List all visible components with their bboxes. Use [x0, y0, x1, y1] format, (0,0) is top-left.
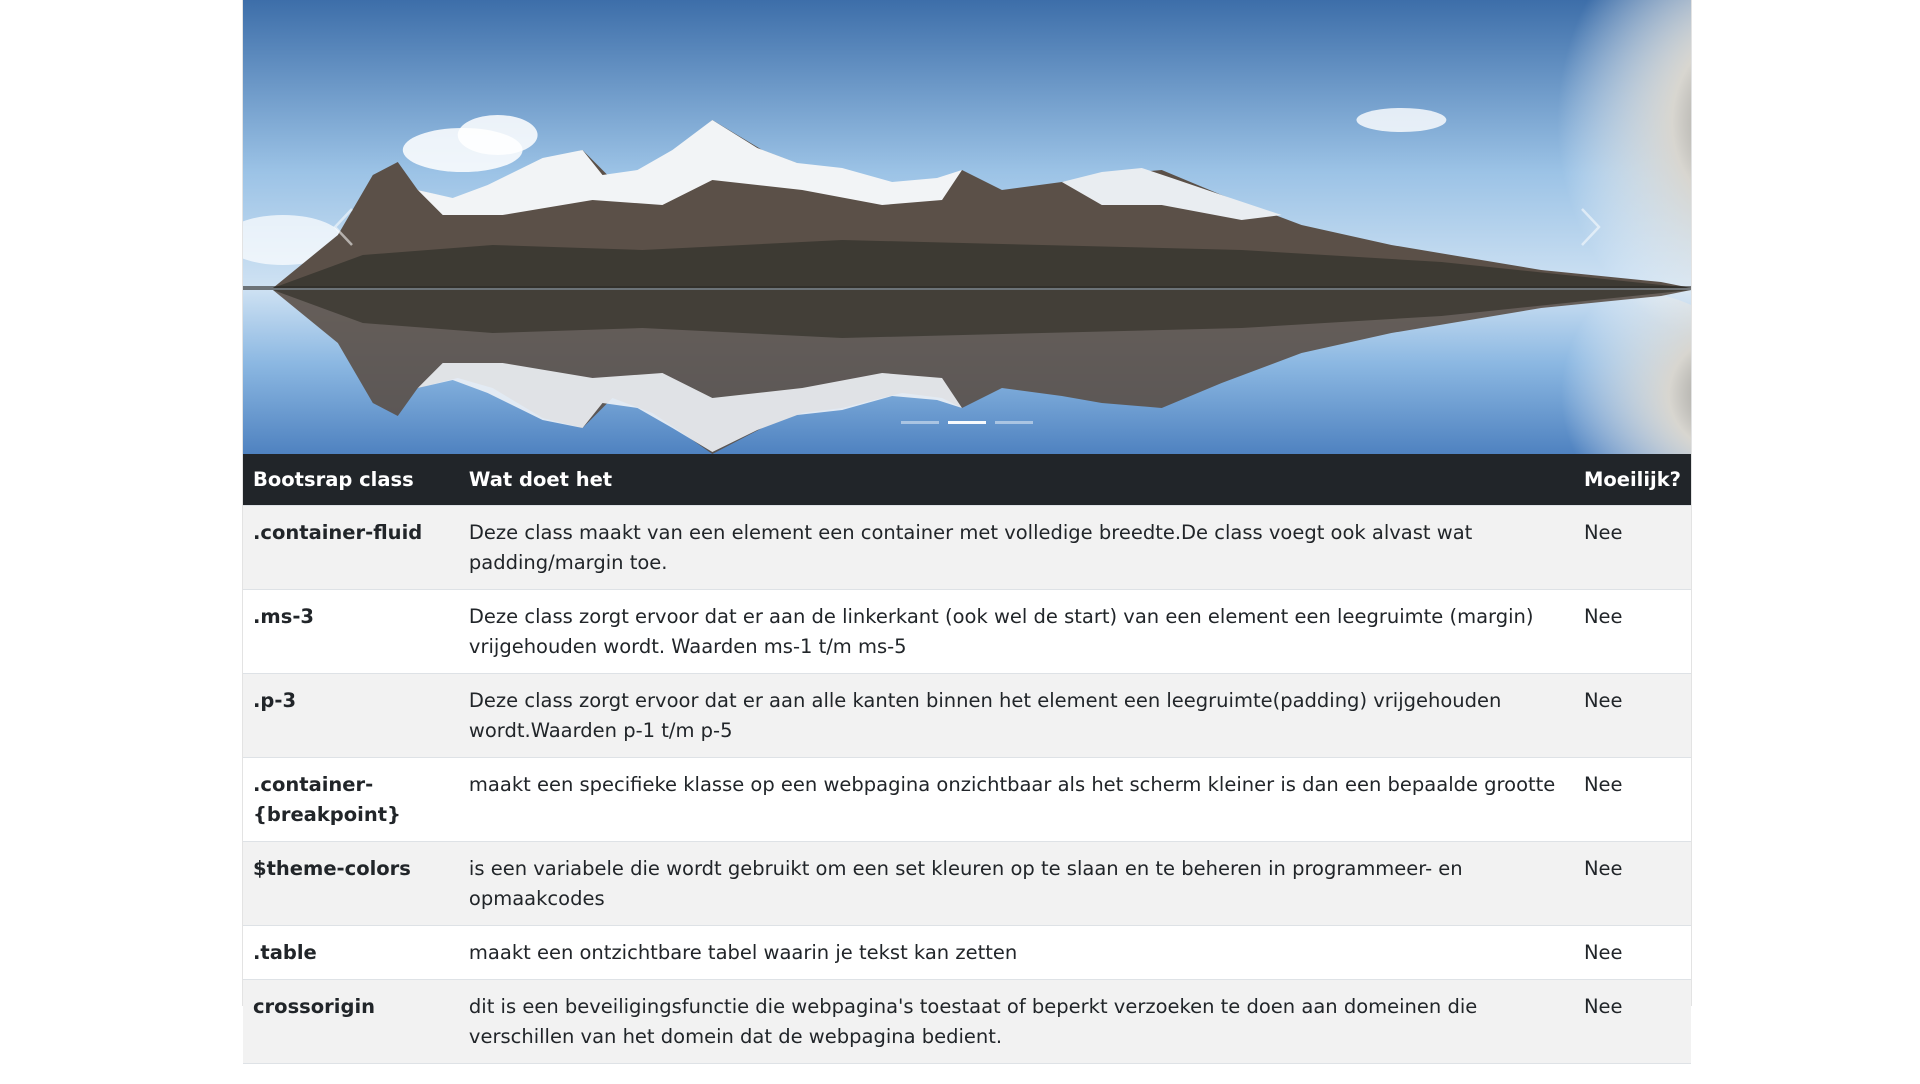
cell-description: Deze class zorgt ervoor dat er aan alle kanten binnen het element een leegruimte(padding) vrijgehouden wordt.Waarden p-1 t/m p-5 — [459, 674, 1574, 758]
cell-difficult: Nee — [1574, 674, 1691, 758]
cell-description: Deze class zorgt ervoor dat er aan de linkerkant (ook wel de start) van een element een leegruimte (margin) vrijgehouden wordt. Waarden ms-1 t/m ms-5 — [459, 590, 1574, 674]
header-moeilijk: Moeilijk? — [1574, 454, 1691, 506]
table-row — [243, 758, 1691, 842]
cell-class: crossorigin — [243, 980, 459, 1064]
cell-description: Deze class maakt van een element een container met volledige breedte.De class voegt ook alvast wat padding/margin toe. — [459, 506, 1574, 590]
table-body — [243, 506, 1691, 1064]
cell-description: maakt een ontzichtbare tabel waarin je tekst kan zetten — [459, 926, 1574, 980]
carousel-prev-button[interactable] — [243, 0, 443, 454]
cell-description: maakt een specifieke klasse op een webpagina onzichtbaar als het scherm kleiner is dan een bepaalde grootte — [459, 758, 1574, 842]
cell-description: dit is een beveiligingsfunctie die webpagina's toestaat of beperkt verzoeken te doen aan domeinen die verschillen van het domein dat de webpagina bedient. — [459, 980, 1574, 1064]
cell-class: .ms-3 — [243, 590, 459, 674]
table-footer-spacer — [243, 1063, 1691, 1084]
carousel-indicators — [243, 421, 1691, 424]
cell-difficult: Nee — [1574, 506, 1691, 590]
cell-class: .container-fluid — [243, 506, 459, 590]
table-row — [243, 674, 1691, 758]
chevron-left-icon — [332, 207, 354, 247]
cell-difficult: Nee — [1574, 758, 1691, 842]
carousel-indicator-3[interactable] — [995, 421, 1033, 424]
header-wat-doet-het: Wat doet het — [459, 454, 1574, 506]
bootstrap-classes-table — [243, 454, 1691, 1063]
cell-difficult: Nee — [1574, 842, 1691, 926]
table-row — [243, 842, 1691, 926]
page-container — [242, 0, 1692, 1048]
cell-class: $theme-colors — [243, 842, 459, 926]
cell-difficult: Nee — [1574, 926, 1691, 980]
carousel-next-button[interactable] — [1491, 0, 1691, 454]
cell-difficult: Nee — [1574, 980, 1691, 1064]
image-carousel[interactable] — [243, 0, 1691, 454]
cell-description: is een variabele die wordt gebruikt om een set kleuren op te slaan en te beheren in programmeer- en opmaakcodes — [459, 842, 1574, 926]
table-header-row — [243, 454, 1691, 506]
table-row — [243, 926, 1691, 980]
table-row — [243, 980, 1691, 1064]
cell-class: .container-{breakpoint} — [243, 758, 459, 842]
table-row — [243, 590, 1691, 674]
cell-difficult: Nee — [1574, 590, 1691, 674]
carousel-indicator-1[interactable] — [901, 421, 939, 424]
header-bootstrap-class: Bootsrap class — [243, 454, 459, 506]
cell-class: .p-3 — [243, 674, 459, 758]
cell-class: .table — [243, 926, 459, 980]
mountain-lake-image — [243, 0, 1691, 454]
chevron-right-icon — [1580, 207, 1602, 247]
table-row — [243, 506, 1691, 590]
carousel-indicator-2[interactable] — [948, 421, 986, 424]
table-header — [243, 454, 1691, 506]
